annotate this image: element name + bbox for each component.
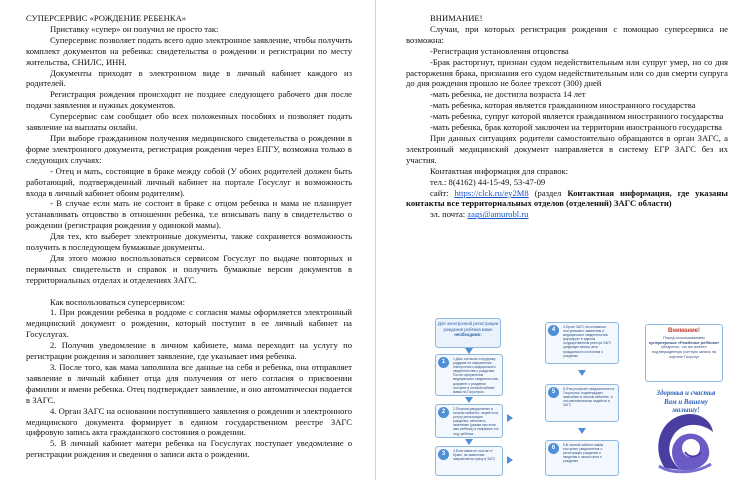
mother-and-baby-illustration xyxy=(651,408,719,474)
step-number: 2 xyxy=(438,407,449,418)
case-item: -мать ребенка, которая является гражданином иностранного государства xyxy=(430,100,696,111)
paragraph: Регистрация рождения происходит не позднее следующего рабочего дня после подачи заявления и нужных документов. xyxy=(26,89,352,111)
flow-arrow-right xyxy=(507,456,513,464)
flow-arrow-down xyxy=(578,428,586,434)
wish-line: Вам и Вашему малышу! xyxy=(664,398,708,414)
step-number: 3 xyxy=(438,449,449,460)
site-line xyxy=(406,188,728,210)
note-title: Внимание! xyxy=(668,328,700,334)
registration-infographic xyxy=(427,308,727,480)
poster-intro xyxy=(435,318,501,348)
flow-arrow-down xyxy=(465,439,473,445)
step-text: 4.Орган ЗАГС на основании поступившего заявления и медицинского свидетельства формирует в едином государственном реестре ЗАГС цифровую запись акта гражданского состояния о рождении xyxy=(563,325,612,358)
usage-step: 4. Орган ЗАГС на основании поступившего заявления о рождении и электронного медицинского документа формирует в едином государственном реестре ЗАГС цифровую запись акта гражданского состояния о рождении. xyxy=(26,405,352,438)
step-text: 5.Отец получает уведомление на Госуслугах, подтверждает заявление в личном кабинете, и оно автоматически подаётся в ЗАГС xyxy=(563,387,615,408)
step-number: 1 xyxy=(438,357,449,368)
step-number: 4 xyxy=(548,325,559,336)
poster-step xyxy=(545,322,619,364)
step-number: 6 xyxy=(548,443,559,454)
wish-line: Здоровья и счастья xyxy=(656,390,716,397)
step-text: 2.Получив уведомление в личном кабинете, перейти на услугу регистрации рождения, заполнить заявление (указав при этом имя ребёнка) и направить его отцу ребёнка xyxy=(453,407,499,436)
poster-step xyxy=(545,440,619,476)
case-item: -мать ребенка, не достигла возраста 14 лет xyxy=(430,89,586,100)
spacer xyxy=(26,286,352,297)
attention-note xyxy=(645,324,723,382)
paragraph: Суперсервис сам сообщает обо всех положенных пособиях и позволяет подать заявление на выплаты онлайн. xyxy=(26,111,352,133)
paragraph: Для этого можно воспользоваться сервисом Госуслуг по выдаче повторных и первичных свидетельств и справок и получить бумажные версии документов в территориальных отделах и отделениях ЗАГС. xyxy=(26,252,352,285)
left-column xyxy=(26,13,352,460)
site-label: сайт: xyxy=(430,187,449,198)
case-item: -Брак расторгнут, признан судом недействительным или супруг умер, но со дня расторжения брака, признания его судом недействительным или со дня смерти супруга до дня рождения прошло не более трехсот (300) дней xyxy=(406,56,728,89)
step-text: 3.Если мама не состоит в браке, на заявлении направляется сразу в ЗАГС xyxy=(453,449,496,462)
usage-step: 3. После того, как мама заполнила все данные на себя и ребенка, она отправляет заявление в личный кабинет отца для получения от него согласия о присвоении фамилии и имени ребенка. Отец подтверждает заявление, и оно автоматически подается в ЗАГС. xyxy=(26,361,352,405)
attention-heading: ВНИМАНИЕ! xyxy=(430,13,483,23)
case-item: -мать ребенка, брак которой заключен на территории иностранного государства xyxy=(430,122,722,133)
paragraph: - Отец и мать, состоящие в браке между собой (У обоих родителей должен быть работающий, подтвержденный личный кабинет на портале Госуслуг и возможность входа в личный кабинет обоим родителям). xyxy=(26,165,352,198)
poster-intro-text: Для электронной регистрации рождения ребёнка маме xyxy=(437,321,499,332)
usage-step: 1. При рождении ребенка в роддоме с согласия мамы оформляется электронный медицинский документ о рождении, который поступит в ее личный кабинет на Госуслугах. xyxy=(26,307,352,340)
site-suffix: (раздел xyxy=(534,187,562,198)
contact-heading: Контактная информация для справок: xyxy=(430,165,569,176)
note-text: убедитесь, что вы имеете подтверждённую учётную запись на портале Госуслуг xyxy=(652,345,716,359)
phone-line: тел.: 8(4162) 44-15-49, 53-47-09 xyxy=(430,176,546,187)
poster-step xyxy=(435,404,503,438)
site-description: Контактная информация, где указаны контакты все территориальных отделов (отделений) ЗАГС области) xyxy=(406,187,728,209)
poster-step xyxy=(545,384,619,422)
step-number: 5 xyxy=(548,387,559,398)
right-column xyxy=(406,13,728,220)
case-item: -мать ребенка, супруг которой является гражданином иностранного государства xyxy=(430,111,724,122)
paragraph: При данных ситуациях родители самостоятельно обращаются в орган ЗАГС, а электронный медицинский документ направляется в систему ЕГР ЗАГС без их участия. xyxy=(406,132,728,165)
paragraph: Случаи, при которых регистрация рождения с помощью суперсервиса не возможна: xyxy=(406,23,728,45)
usage-step: 5. В личный кабинет матери ребенка на Госуслугах поступает уведомление о регистрации рождения и сведения о записи акта о рождении. xyxy=(26,438,352,460)
paragraph: Документы приходят в электронном виде в личный кабинет каждого из родителей. xyxy=(26,67,352,89)
usage-step: 2. Получив уведомление в личном кабинете, мама переходит на услугу по регистрации рождения и заполняет заявление, где указывает имя ребенка. xyxy=(26,340,352,362)
flow-arrow-down xyxy=(578,370,586,376)
paragraph: Для тех, кто выберет электронные документы, также сохраняется возможность получить в последующем бумажные документы. xyxy=(26,231,352,253)
usage-heading: Как воспользоваться суперсервисом: xyxy=(50,296,186,307)
flow-arrow-down xyxy=(465,397,473,403)
right-page xyxy=(376,0,750,480)
flow-arrow-down xyxy=(465,348,473,354)
poster-step xyxy=(435,446,503,476)
paragraph: - В случае если мать не состоит в браке с отцом ребенка и мама не планирует устанавливать отцовство в отношении ребенка, т.е вписывать папу в свидетельство о рождении (регистрация рождения у одинокой мамы). xyxy=(26,198,352,231)
step-text: 6.В личный кабинет мамы поступает уведомление о регистрации рождения и сведения о записи акта о рождении xyxy=(563,443,604,464)
email-link[interactable]: zags@amurobl.ru xyxy=(467,209,529,220)
note-text: Перед использованием xyxy=(663,335,705,340)
flow-arrow-right xyxy=(507,414,513,422)
document-title: СУПЕРСЕРВИС «РОЖДЕНИЕ РЕБЕНКА» xyxy=(26,13,187,23)
paragraph: Суперсервис позволяет подать всего одно электронное заявление, чтобы получить комплект документов на ребенка: свидетельства о рождении и регистрации по месту жительства, СНИЛС, ИНН. xyxy=(26,34,352,67)
step-text: 1.Дать согласие сотруднику роддома на оформление электронного медицинского свидетельства о рождении. После оформления медицинского свидетельства, документ о рождении поступит в личный кабинет мамы на Госуслугах xyxy=(453,357,499,394)
paragraph: При выборе гражданином получения медицинского свидетельства о рождении в форме электронного документа, регистрация рождения через ЕПГУ, возможна только в следующих случаях: xyxy=(26,132,352,165)
paragraph: Приставку «супер» он получил не просто так: xyxy=(50,23,219,34)
note-service-name: суперсервиса «Рождение ребёнка» xyxy=(648,340,720,346)
poster-intro-emphasis: необходимо: xyxy=(454,332,482,338)
email-line xyxy=(406,209,728,220)
case-item: -Регистрация установления отцовства xyxy=(430,45,569,56)
site-link[interactable]: https://clck.ru/ey2M8 xyxy=(454,187,529,198)
poster-step xyxy=(435,354,503,396)
email-label: эл. почта: xyxy=(430,209,466,220)
